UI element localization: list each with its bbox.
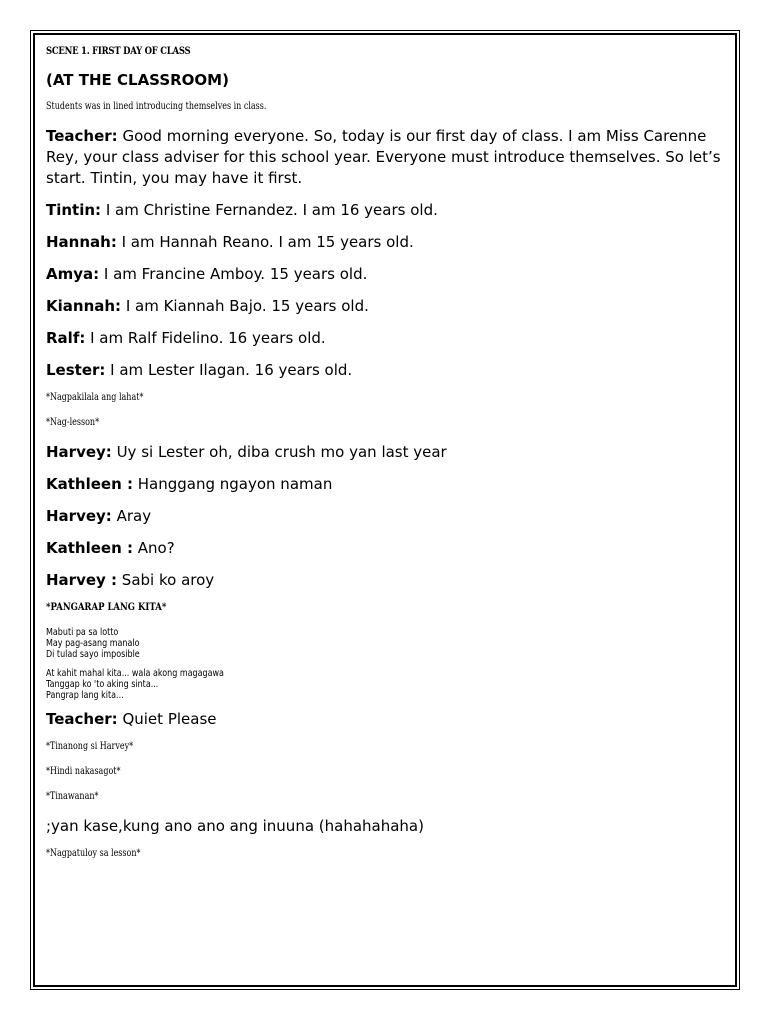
stage-note: *Tinawanan* [46, 791, 99, 802]
dialogue-text: Hanggang ngayon naman [132, 475, 333, 493]
dialogue-line [46, 506, 726, 527]
dialogue-line [46, 126, 726, 189]
intro-note: Students was in lined introducing themselves in class. [46, 101, 267, 112]
dialogue-line [46, 360, 726, 381]
dialogue-text: I am Christine Fernandez. I am 16 years old. [101, 201, 438, 219]
dialogue-line [46, 570, 726, 591]
speaker-name: Amya: [46, 265, 100, 283]
lyric-line: Pangrap lang kita... [46, 690, 124, 701]
dialogue-line [46, 232, 726, 253]
dialogue-line [46, 328, 726, 349]
dialogue-text: I am Francine Amboy. 15 years old. [99, 265, 368, 283]
stage-note: *Nag-lesson* [46, 417, 100, 428]
dialogue-text: Good morning everyone. So, today is our first day of class. I am Miss Carenne Rey, your class adviser for this school year. Everyone must introduce themselves. So let’s start. Tintin, you may have it first. [46, 127, 721, 187]
location-heading: (AT THE CLASSROOM) [46, 71, 229, 89]
song-stanza [46, 627, 590, 660]
dialogue-line [46, 264, 726, 285]
lyric-line: Mabuti pa sa lotto [46, 627, 119, 638]
dialogue-text: I am Lester Ilagan. 16 years old. [105, 361, 353, 379]
dialogue-text: Aray [111, 507, 152, 525]
dialogue-text: Uy si Lester oh, diba crush mo yan last year [111, 443, 447, 461]
dialogue-line [46, 709, 726, 730]
stage-note: *Hindi nakasagot* [46, 766, 121, 777]
dialogue-text: I am Hannah Reano. I am 15 years old. [116, 233, 414, 251]
dialogue-text: Quiet Please [117, 710, 217, 728]
speaker-name: Ralf: [46, 329, 86, 347]
dialogue-text: I am Kiannah Bajo. 15 years old. [121, 297, 369, 315]
speaker-name: Kathleen : [46, 539, 133, 557]
lyric-line: May pag-asang manalo [46, 638, 140, 649]
dialogue-line [46, 200, 726, 221]
dialogue-text: Ano? [132, 539, 175, 557]
dialogue-line [46, 538, 726, 559]
lyric-line: Tanggap ko 'to aking sinta... [46, 679, 159, 690]
dialogue-text: Sabi ko aroy [117, 571, 215, 589]
speaker-name: Hannah: [46, 233, 117, 251]
stage-note: *Nagpakilala ang lahat* [46, 392, 144, 403]
script-content [46, 46, 726, 873]
speaker-name: Kathleen : [46, 475, 133, 493]
speaker-name: Teacher: [46, 710, 118, 728]
song-title: *PANGARAP LANG KITA* [46, 602, 167, 613]
dialogue-line [46, 296, 726, 317]
speaker-name: Kiannah: [46, 297, 122, 315]
speaker-name: Harvey: [46, 507, 112, 525]
stage-note: *Nagpatuloy sa lesson* [46, 848, 141, 859]
scene-title: SCENE 1. FIRST DAY OF CLASS [46, 46, 191, 57]
speaker-name: Harvey : [46, 571, 118, 589]
dialogue-line [46, 442, 726, 463]
closing-line: ;yan kase,kung ano ano ang inuuna (hahahahaha) [46, 817, 424, 835]
speaker-name: Tintin: [46, 201, 102, 219]
lyric-line: Di tulad sayo imposible [46, 649, 140, 660]
song-stanza [46, 668, 590, 701]
speaker-name: Teacher: [46, 127, 118, 145]
stage-note: *Tinanong si Harvey* [46, 741, 134, 752]
lyric-line: At kahit mahal kita... wala akong magagawa [46, 668, 224, 679]
speaker-name: Harvey: [46, 443, 112, 461]
dialogue-line [46, 474, 726, 495]
speaker-name: Lester: [46, 361, 106, 379]
dialogue-text: I am Ralf Fidelino. 16 years old. [85, 329, 326, 347]
